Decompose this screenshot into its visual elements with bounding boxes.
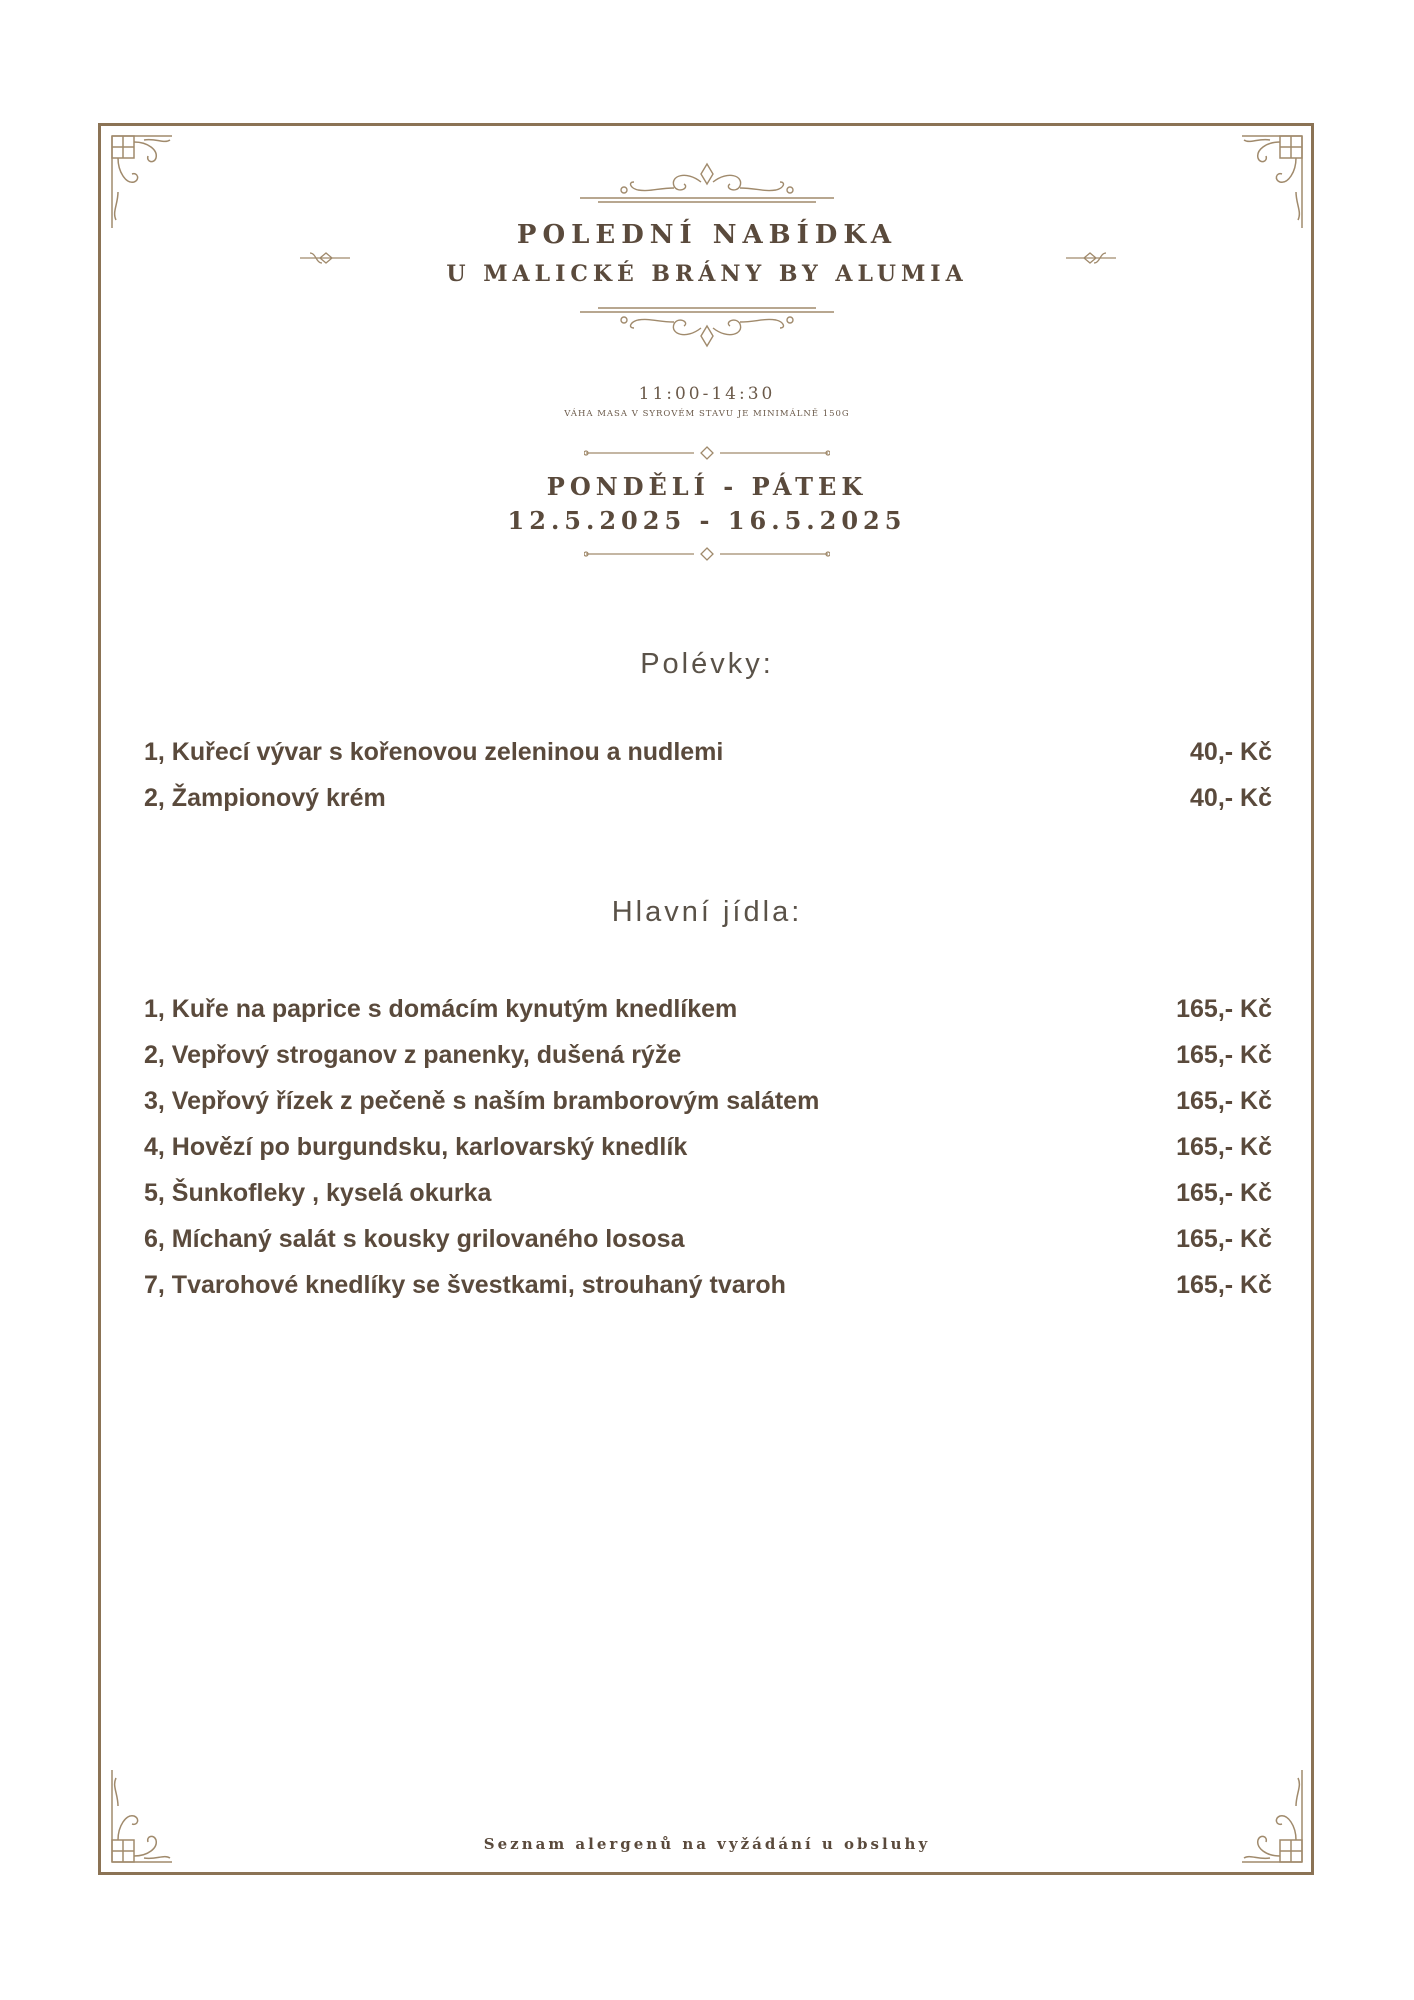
weight-note: VÁHA MASA V SYROVÉM STAVU JE MINIMÁLNĚ 150G: [564, 409, 850, 419]
menu-title: POLEDNÍ NABÍDKA: [516, 220, 898, 250]
mains-heading: Hlavní jídla:: [611, 896, 803, 928]
dish-name: 5, Šunkofleky , kyselá okurka: [144, 1178, 492, 1207]
allergens-note: Seznam alergenů na vyžádání u obsluhy: [483, 1835, 931, 1853]
soups-heading: Polévky:: [640, 648, 774, 680]
dish-price: 165,- Kč: [1176, 1178, 1272, 1207]
list-item: [144, 1170, 1272, 1216]
dish-price: 165,- Kč: [1176, 1270, 1272, 1299]
corner-flourish-icon: [1238, 132, 1306, 232]
scroll-ornament-icon: [578, 304, 836, 350]
diamond-divider-icon: [584, 446, 830, 460]
date-range: 12.5.2025 - 16.5.2025: [507, 506, 907, 535]
soups-list: [144, 729, 1272, 821]
dish-name: 2, Vepřový stroganov z panenky, dušená rýže: [144, 1040, 682, 1069]
dish-price: 165,- Kč: [1176, 1086, 1272, 1115]
list-item: [144, 1032, 1272, 1078]
dish-price: 165,- Kč: [1176, 1224, 1272, 1253]
dish-name: 1, Kuře na paprice s domácím kynutým knedlíkem: [144, 994, 738, 1023]
corner-flourish-icon: [108, 132, 176, 232]
list-item: [144, 1262, 1272, 1308]
diamond-divider-icon: [584, 547, 830, 561]
dish-name: 7, Tvarohové knedlíky se švestkami, strouhaný tvaroh: [144, 1270, 786, 1299]
list-item: [144, 729, 1272, 775]
list-item: [144, 986, 1272, 1032]
dish-price: 165,- Kč: [1176, 1132, 1272, 1161]
dish-name: 1, Kuřecí vývar s kořenovou zeleninou a nudlemi: [144, 737, 724, 766]
dish-price: 40,- Kč: [1190, 783, 1272, 812]
dish-name: 2, Žampionový krém: [144, 783, 386, 812]
list-item: [144, 1216, 1272, 1262]
dish-price: 165,- Kč: [1176, 1040, 1272, 1069]
dish-name: 6, Míchaný salát s kousky grilovaného lososa: [144, 1224, 685, 1253]
dish-name: 3, Vepřový řízek z pečeně s naším bramborovým salátem: [144, 1086, 820, 1115]
mains-list: [144, 986, 1272, 1308]
days-range: PONDĚLÍ - PÁTEK: [546, 472, 868, 501]
restaurant-name: U MALICKÉ BRÁNY BY ALUMIA: [446, 261, 968, 287]
list-item: [144, 1124, 1272, 1170]
dish-price: 165,- Kč: [1176, 994, 1272, 1023]
opening-hours: 11:00-14:30: [638, 384, 776, 404]
list-item: [144, 1078, 1272, 1124]
scroll-ornament-icon: [578, 160, 836, 206]
list-item: [144, 775, 1272, 821]
dish-price: 40,- Kč: [1190, 737, 1272, 766]
dish-name: 4, Hovězí po burgundsku, karlovarský knedlík: [144, 1132, 688, 1161]
